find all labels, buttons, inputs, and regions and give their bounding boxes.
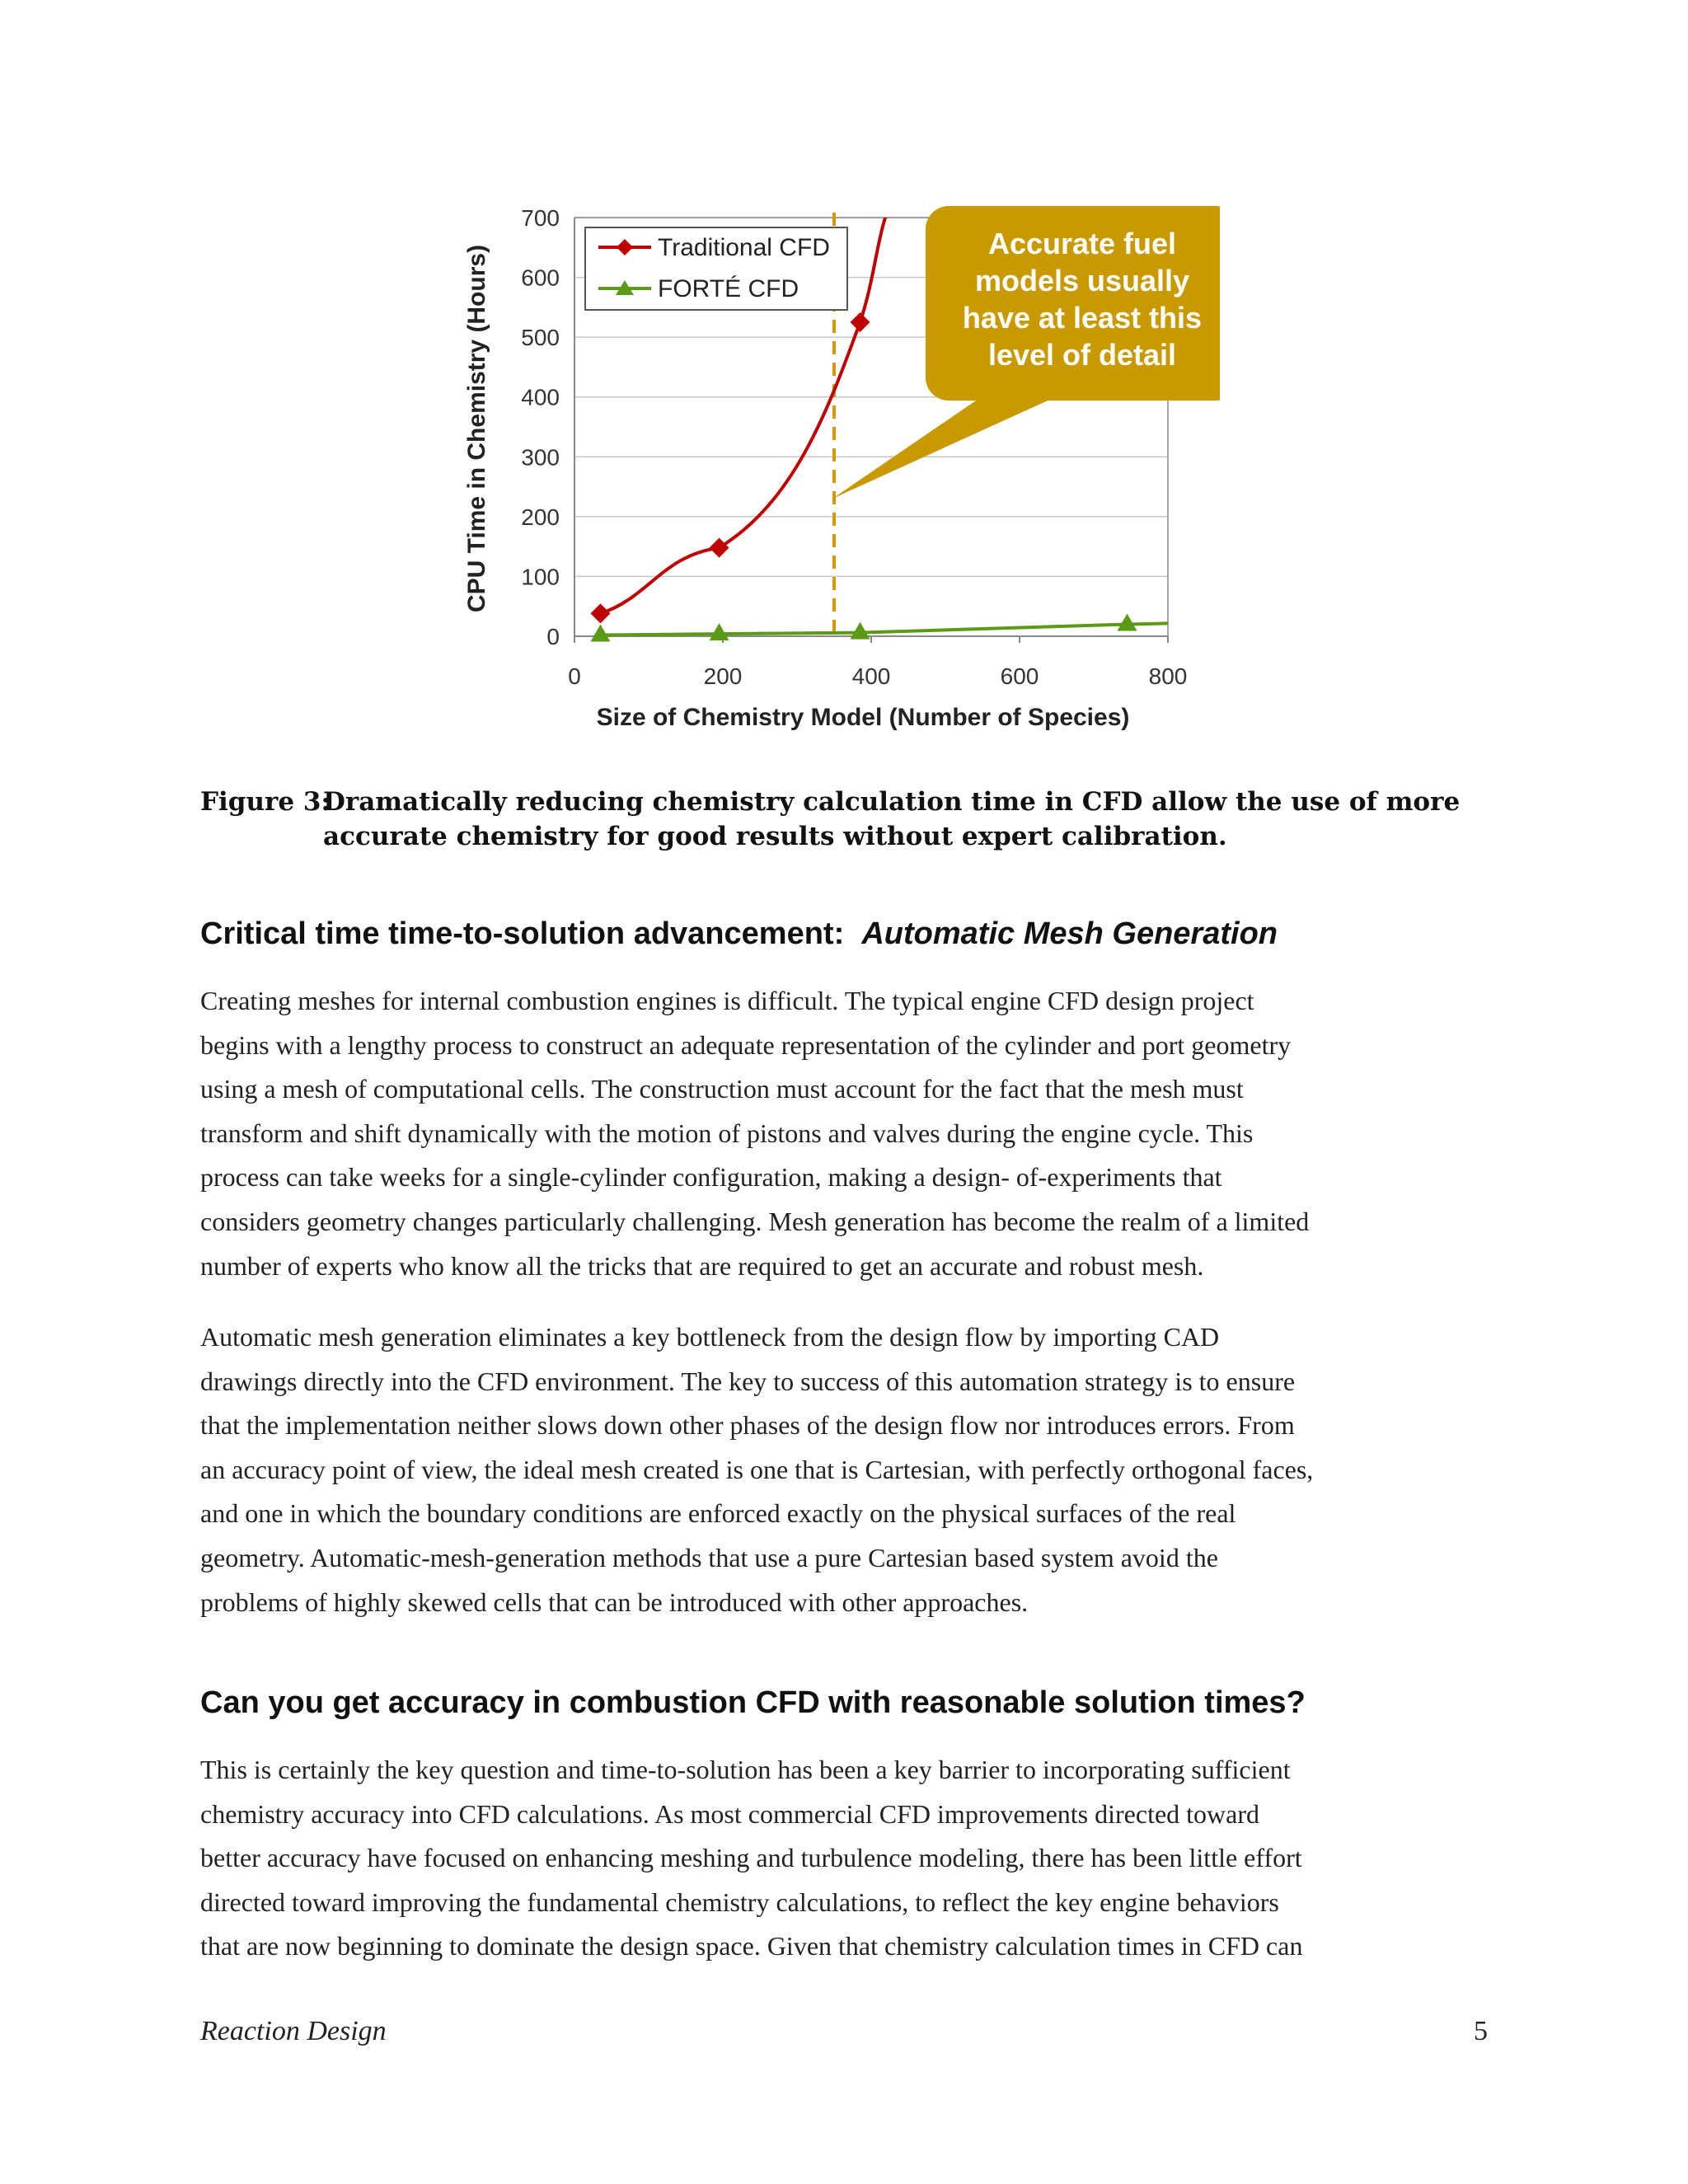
text-line: geometry. Automatic-mesh-generation methods that use a pure Cartesian based system avoid the [200,1542,1218,1572]
heading-mesh-italic: Automatic Mesh Generation [861,916,1278,951]
legend-trad-label: Traditional CFD [658,234,830,261]
paragraph-accuracy-1 [200,1748,1503,1969]
callout [832,206,1220,499]
traditional-cfd-point [851,312,870,332]
y-tick-label: 0 [546,624,560,649]
text-line: considers geometry changes particularly challenging. Mesh generation has become the realm of a limited [200,1206,1310,1236]
legend [585,227,847,310]
cpu-time-chart [445,190,1220,758]
callout-line: models usually [974,264,1190,298]
text-line: transform and shift dynamically with the motion of pistons and valves during the engine cycle. This [200,1118,1254,1148]
text-line: drawings directly into the CFD environment. The key to success of this automation strategy is to ensure [200,1366,1296,1396]
callout-line: level of detail [987,338,1177,372]
footer-company: Reaction Design [200,2016,387,2046]
x-tick-labels [568,636,1187,689]
text-line: This is certainly the key question and time-to-solution has been a key barrier to incorporating sufficient [200,1755,1291,1784]
y-tick-label: 300 [521,444,560,471]
text-line: and one in which the boundary conditions are enforced exactly on the physical surfaces of the real [200,1498,1236,1529]
text-line: process can take weeks for a single-cylinder configuration, making a design- of-experiments that [200,1162,1222,1193]
y-tick-label: 600 [521,265,560,291]
heading-mesh-main: Critical time time-to-solution advancement: [200,916,845,951]
y-axis-label: CPU Time in Chemistry (Hours) [463,244,490,613]
traditional-cfd-point [710,538,729,558]
forte-cfd-line [601,623,1169,635]
page-number: 5 [1474,2016,1488,2046]
paragraph-mesh-1 [200,979,1503,1288]
text-line: using a mesh of computational cells. The construction must account for the fact that the mesh must [200,1074,1244,1104]
text-line: better accuracy have focused on enhancing meshing and turbulence modeling, there has been little effort [200,1843,1302,1873]
text-line: Automatic mesh generation eliminates a key bottleneck from the design flow by importing CAD [200,1322,1220,1352]
legend-forte-label: FORTÉ CFD [658,275,799,302]
y-tick-label: 100 [521,564,560,590]
text-line: that are now beginning to dominate the design space. Given that chemistry calculation times in CFD can [200,1931,1303,1961]
text-line: problems of highly skewed cells that can be introduced with other approaches. [200,1586,1029,1617]
callout-pointer [832,397,1055,499]
text-line: that the implementation neither slows down other phases of the design flow nor introduces errors. From [200,1410,1295,1441]
paragraph-mesh-2 [200,1315,1503,1624]
y-tick-labels [521,205,560,649]
forte-cfd-point [1118,613,1137,630]
forte-cfd-point [851,622,870,640]
x-tick-label: 0 [568,663,581,689]
x-tick-label: 600 [1000,663,1039,689]
text-line: Creating meshes for internal combustion engines is difficult. The typical engine CFD design project [200,986,1254,1015]
callout-line: have at least this [962,301,1203,335]
forte-cfd-point [710,623,729,640]
y-tick-label: 200 [521,504,560,530]
y-tick-label: 700 [521,205,560,231]
section-heading-accuracy: Can you get accuracy in combustion CFD with reasonable solution times? [200,1685,1306,1720]
text-line: number of experts who know all the tricks that are required to get an accurate and robust mesh. [200,1250,1204,1281]
x-tick-label: 800 [1148,663,1188,689]
text-line: an accuracy point of view, the ideal mesh created is one that is Cartesian, with perfectly orthogonal faces, [200,1454,1314,1484]
text-line: directed toward improving the fundamental chemistry calculations, to reflect the key engine behaviors [200,1886,1279,1917]
traditional-cfd-point [591,603,611,623]
y-tick-label: 400 [521,384,560,410]
caption-text: Dramatically reducing chemistry calculation time in CFD allow the use of more accurate chemistry for good results without expert calibration. [323,787,1461,851]
y-tick-label: 500 [521,325,560,351]
caption-label: Figure 3: [200,787,331,817]
x-tick-label: 400 [851,663,891,689]
x-axis-label: Size of Chemistry Model (Number of Species) [596,704,1130,731]
text-line: begins with a lengthy process to construct an adequate representation of the cylinder and port geometry [200,1029,1292,1060]
section-heading-mesh [200,916,1278,952]
forte-cfd-point [591,625,611,642]
x-tick-label: 200 [703,663,743,689]
text-line: chemistry accuracy into CFD calculations. As most commercial CFD improvements directed toward [200,1798,1260,1829]
callout-line: Accurate fuel [987,227,1177,260]
